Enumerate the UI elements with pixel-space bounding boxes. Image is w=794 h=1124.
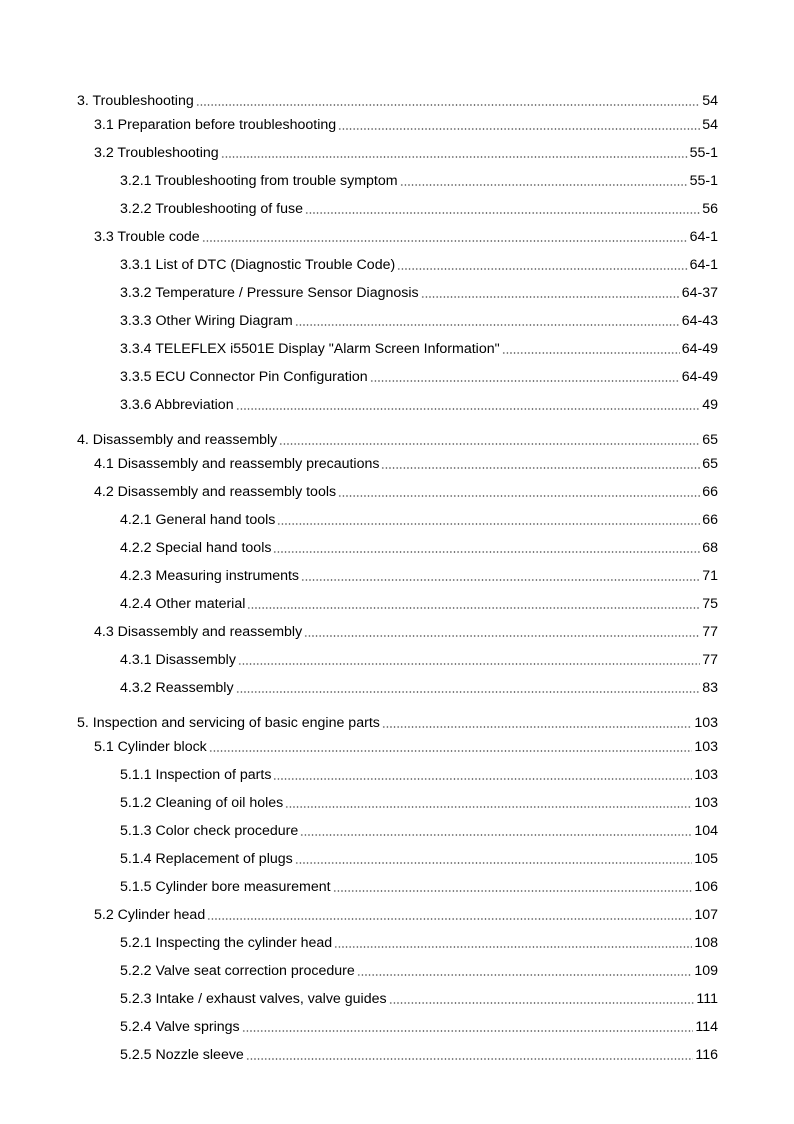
toc-entry[interactable] <box>120 170 718 190</box>
dot-leader <box>277 523 700 525</box>
toc-entry[interactable] <box>94 481 718 501</box>
toc-entry-page: 77 <box>702 652 718 668</box>
toc-entry-title: 3.2 Troubleshooting <box>94 145 219 161</box>
toc-entry-page: 103 <box>694 795 718 811</box>
toc-entry-title: 3.1 Preparation before troubleshooting <box>94 117 337 133</box>
toc-entry-page: 103 <box>694 739 718 755</box>
toc-entry[interactable] <box>120 565 718 585</box>
toc-entry[interactable] <box>77 429 718 449</box>
dot-leader <box>247 607 700 609</box>
toc-entry-page: 75 <box>702 596 718 612</box>
toc-entry-page: 83 <box>702 680 718 696</box>
dot-leader <box>202 240 688 242</box>
toc-entry-page: 56 <box>702 201 718 217</box>
dot-leader <box>338 128 700 130</box>
toc-entry[interactable] <box>94 453 718 473</box>
dot-leader <box>382 726 692 728</box>
toc-entry-title: 4.2.3 Measuring instruments <box>120 568 300 584</box>
toc-entry[interactable] <box>120 254 718 274</box>
toc-entry-title: 5.2.5 Nozzle sleeve <box>120 1047 244 1063</box>
dot-leader <box>209 750 693 752</box>
toc-entry-page: 77 <box>702 624 718 640</box>
toc-entry-page: 106 <box>694 879 718 895</box>
toc-entry[interactable] <box>77 712 718 732</box>
toc-entry[interactable] <box>120 960 718 980</box>
dot-leader <box>357 974 693 976</box>
toc-entry-page: 54 <box>702 93 718 109</box>
dot-leader <box>236 408 701 410</box>
toc-entry-title: 4.3.1 Disassembly <box>120 652 236 668</box>
toc-entry[interactable] <box>120 677 718 697</box>
toc-entry-title: 5.2.3 Intake / exhaust valves, valve guides <box>120 991 387 1007</box>
dot-leader <box>273 551 700 553</box>
toc-entry-title: 4.3.2 Reassembly <box>120 680 234 696</box>
toc-entry-title: 5. Inspection and servicing of basic engine parts <box>77 715 380 731</box>
toc-entry-page: 64-49 <box>681 369 718 385</box>
dot-leader <box>338 495 700 497</box>
dot-leader <box>389 1002 695 1004</box>
dot-leader <box>285 806 692 808</box>
toc-entry-page: 64-49 <box>681 341 718 357</box>
toc-entry-page: 66 <box>702 484 718 500</box>
dot-leader <box>333 890 693 892</box>
dot-leader <box>196 104 700 106</box>
toc-entry-title: 3. Troubleshooting <box>77 93 194 109</box>
toc-entry-page: 64-1 <box>689 229 718 245</box>
toc-entry-title: 5.1.3 Color check procedure <box>120 823 299 839</box>
toc-entry-title: 3.2.2 Troubleshooting of fuse <box>120 201 303 217</box>
toc-entry[interactable] <box>94 621 718 641</box>
toc-entry-title: 3.3.4 TELEFLEX i5501E Display "Alarm Screen Information" <box>120 341 500 357</box>
toc-entry-title: 4.2.2 Special hand tools <box>120 540 272 556</box>
toc-entry[interactable] <box>120 848 718 868</box>
toc-entry-page: 103 <box>694 715 718 731</box>
toc-entry-page: 55-1 <box>689 173 718 189</box>
toc-entry[interactable] <box>120 820 718 840</box>
toc-entry-title: 3.3.6 Abbreviation <box>120 397 234 413</box>
toc-entry-page: 108 <box>694 935 718 951</box>
toc-entry-page: 54 <box>702 117 718 133</box>
toc-entry-page: 107 <box>694 907 718 923</box>
toc-entry[interactable] <box>120 509 718 529</box>
toc-entry[interactable] <box>120 792 718 812</box>
toc-entry[interactable] <box>94 226 718 246</box>
toc-entry[interactable] <box>120 593 718 613</box>
toc-entry-page: 68 <box>702 540 718 556</box>
toc-entry-page: 49 <box>702 397 718 413</box>
dot-leader <box>421 296 680 298</box>
toc-entry-title: 5.2.1 Inspecting the cylinder head <box>120 935 333 951</box>
dot-leader <box>207 918 692 920</box>
toc-entry-page: 105 <box>694 851 718 867</box>
toc-entry[interactable] <box>120 198 718 218</box>
toc-entry[interactable] <box>77 90 718 110</box>
dot-leader <box>295 862 693 864</box>
toc-entry-page: 114 <box>695 1019 718 1035</box>
dot-leader <box>238 663 700 665</box>
toc-entry-title: 4.2.4 Other material <box>120 596 246 612</box>
dot-leader <box>301 579 700 581</box>
toc-entry[interactable] <box>120 988 718 1008</box>
toc-entry-title: 3.2.1 Troubleshooting from trouble symptom <box>120 173 398 189</box>
toc-entry-title: 5.1.1 Inspection of parts <box>120 767 272 783</box>
toc-entry-title: 5.1.4 Replacement of plugs <box>120 851 293 867</box>
toc-entry[interactable] <box>120 394 718 414</box>
toc-entry[interactable] <box>94 904 718 924</box>
toc-entry-page: 104 <box>694 823 718 839</box>
toc-entry[interactable] <box>120 1016 718 1036</box>
toc-entry-page: 55-1 <box>689 145 718 161</box>
toc-entry-page: 64-43 <box>681 313 718 329</box>
dot-leader <box>242 1030 694 1032</box>
toc-entry-title: 4. Disassembly and reassembly <box>77 432 278 448</box>
toc-entry-page: 65 <box>702 432 718 448</box>
toc-entry[interactable] <box>120 876 718 896</box>
toc-entry[interactable] <box>120 366 718 386</box>
dot-leader <box>304 635 700 637</box>
toc-entry[interactable] <box>120 1044 718 1064</box>
toc-entry-title: 3.3.5 ECU Connector Pin Configuration <box>120 369 368 385</box>
toc-entry[interactable] <box>120 338 718 358</box>
toc-entry-page: 64-1 <box>689 257 718 273</box>
dot-leader <box>334 946 692 948</box>
toc-entry-title: 4.2 Disassembly and reassembly tools <box>94 484 337 500</box>
toc-entry-page: 71 <box>702 568 718 584</box>
toc-entry[interactable] <box>120 310 718 330</box>
dot-leader <box>236 691 701 693</box>
toc-entry-page: 103 <box>694 767 718 783</box>
toc-entry-title: 3.3.1 List of DTC (Diagnostic Trouble Code) <box>120 257 396 273</box>
toc-entry-title: 5.1 Cylinder block <box>94 739 207 755</box>
toc-entry-title: 5.2 Cylinder head <box>94 907 206 923</box>
toc-entry-title: 4.1 Disassembly and reassembly precautions <box>94 456 380 472</box>
toc-entry[interactable] <box>94 736 718 756</box>
dot-leader <box>370 380 680 382</box>
dot-leader <box>246 1058 694 1060</box>
dot-leader <box>295 324 680 326</box>
toc-entry[interactable] <box>120 537 718 557</box>
dot-leader <box>221 156 688 158</box>
toc-entry[interactable] <box>120 764 718 784</box>
dot-leader <box>273 778 692 780</box>
toc-entry-title: 3.3 Trouble code <box>94 229 200 245</box>
dot-leader <box>381 467 700 469</box>
toc-entry-title: 3.3.2 Temperature / Pressure Sensor Diagnosis <box>120 285 419 301</box>
toc-entry[interactable] <box>94 114 718 134</box>
dot-leader <box>305 212 700 214</box>
toc-entry[interactable] <box>120 282 718 302</box>
toc-entry-title: 4.3 Disassembly and reassembly <box>94 624 303 640</box>
toc-entry-page: 65 <box>702 456 718 472</box>
toc-entry-title: 5.1.2 Cleaning of oil holes <box>120 795 284 811</box>
toc-entry[interactable] <box>120 649 718 669</box>
toc-entry-title: 5.2.2 Valve seat correction procedure <box>120 963 355 979</box>
dot-leader <box>397 268 687 270</box>
toc-entry-title: 5.1.5 Cylinder bore measurement <box>120 879 331 895</box>
toc-entry-page: 66 <box>702 512 718 528</box>
dot-leader <box>279 443 700 445</box>
toc-entry-page: 111 <box>696 991 718 1007</box>
toc-entry[interactable] <box>94 142 718 162</box>
dot-leader <box>502 352 680 354</box>
dot-leader <box>400 184 688 186</box>
toc-entry-title: 3.3.3 Other Wiring Diagram <box>120 313 293 329</box>
toc-entry-page: 116 <box>695 1047 718 1063</box>
toc-entry-page: 109 <box>694 963 718 979</box>
toc-entry-title: 4.2.1 General hand tools <box>120 512 276 528</box>
toc-entry-title: 5.2.4 Valve springs <box>120 1019 240 1035</box>
toc-entry-page: 64-37 <box>681 285 718 301</box>
dot-leader <box>300 834 692 836</box>
toc-entry[interactable] <box>120 932 718 952</box>
